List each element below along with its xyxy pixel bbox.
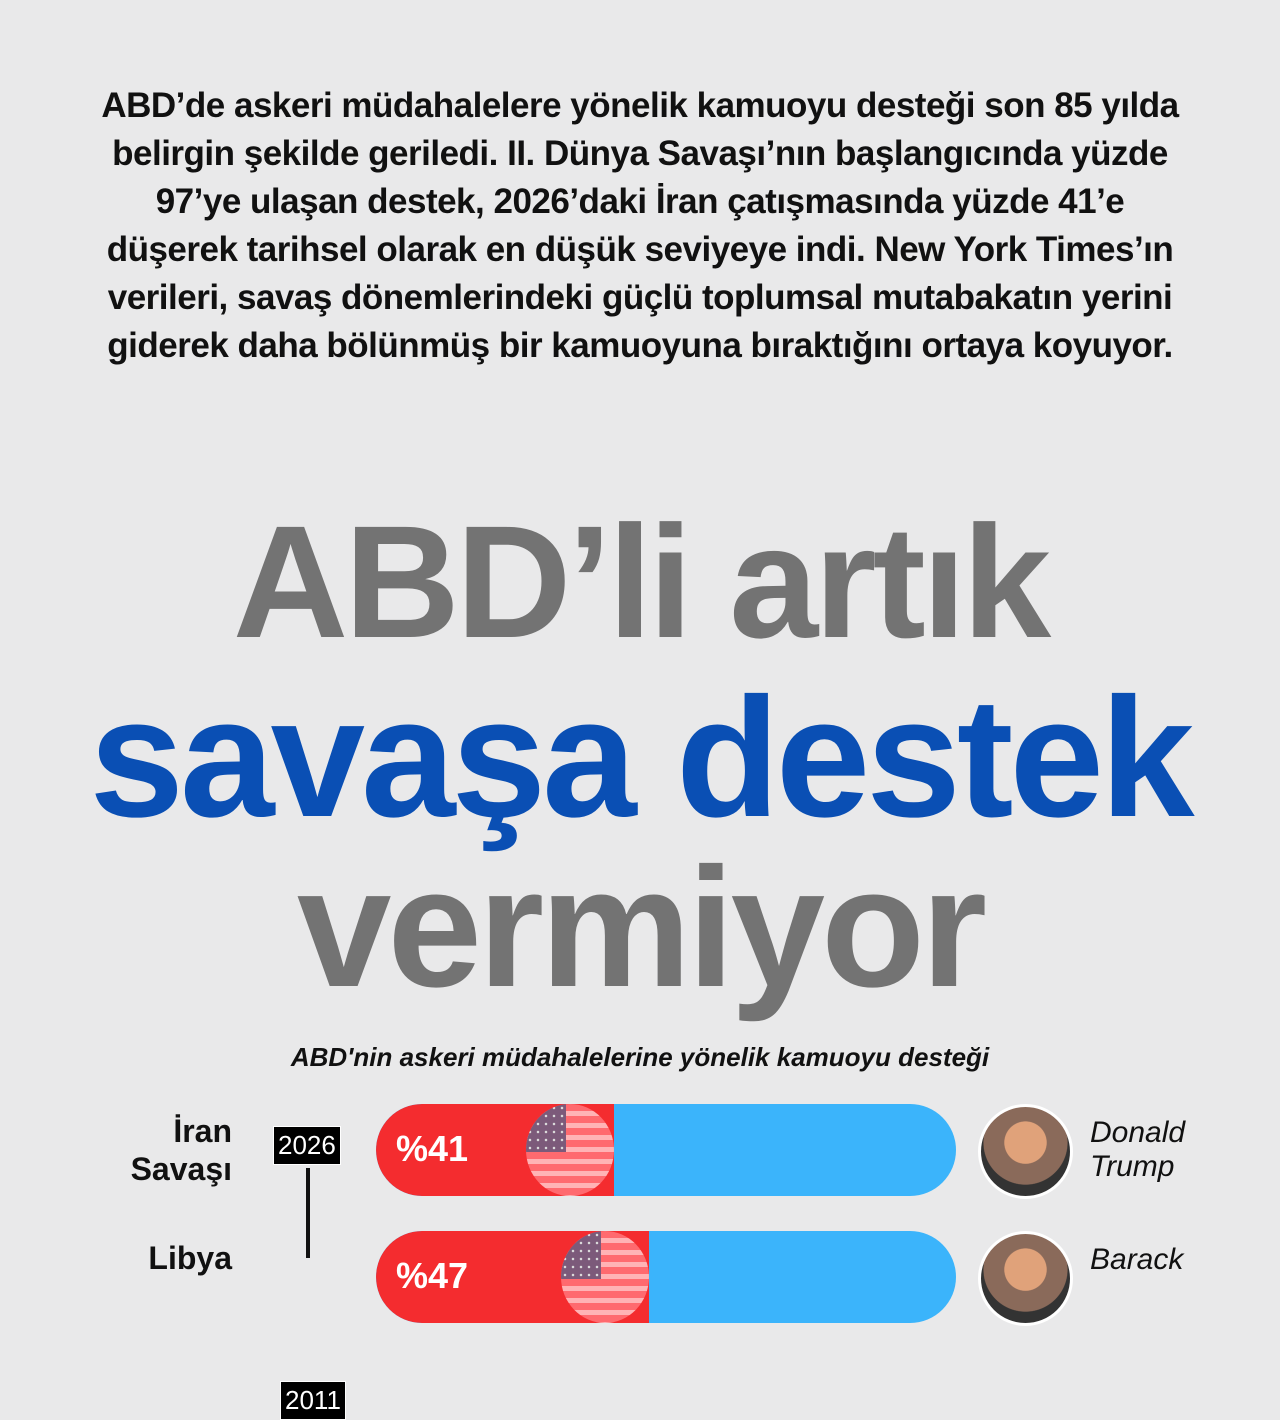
- bar-row: [0, 1231, 1280, 1415]
- president-avatar: [978, 1104, 1073, 1199]
- value-label: %41: [396, 1128, 469, 1169]
- president-avatar: [978, 1231, 1073, 1326]
- bar-row: [0, 1104, 1280, 1199]
- headline-line-2: savaşa destek: [89, 663, 1191, 853]
- president-name: Donald Trump: [1090, 1116, 1186, 1183]
- president-name: Barack: [1090, 1243, 1184, 1276]
- year-badge: 2011: [280, 1381, 346, 1420]
- bar-track: [376, 1104, 956, 1196]
- chart-title: ABD'nin askeri müdahalelerine yönelik kamuoyu desteği: [290, 1042, 990, 1072]
- us-flag-icon: [526, 1104, 614, 1196]
- bar-track: [376, 1231, 956, 1323]
- category-label: Libya: [148, 1240, 232, 1276]
- intro-paragraph: ABD’de askeri müdahalelere yönelik kamuoyu desteği son 85 yılda belirgin şekilde geriledi. II. Dünya Savaşı’nın başlangıcında yüzde 97’ye ulaşan destek, 2026’daki İran çatışmasında yüzde 41’e düşerek tarihsel olarak en düşük seviyeye indi. New York Times’ın verileri, savaş dönemlerindeki güçlü toplumsal mutabakatın yerini giderek daha bölünmüş bir kamuoyuna bıraktığını ortaya koyuyor.: [101, 86, 1179, 365]
- headline-line-1: ABD’li artık: [232, 492, 1048, 671]
- headline-line-3: vermiyor: [296, 833, 984, 1023]
- year-badge: 2026: [273, 1126, 341, 1165]
- us-flag-icon: [561, 1231, 649, 1323]
- category-label: İran Savaşı: [130, 1113, 232, 1187]
- value-label: %47: [396, 1255, 469, 1296]
